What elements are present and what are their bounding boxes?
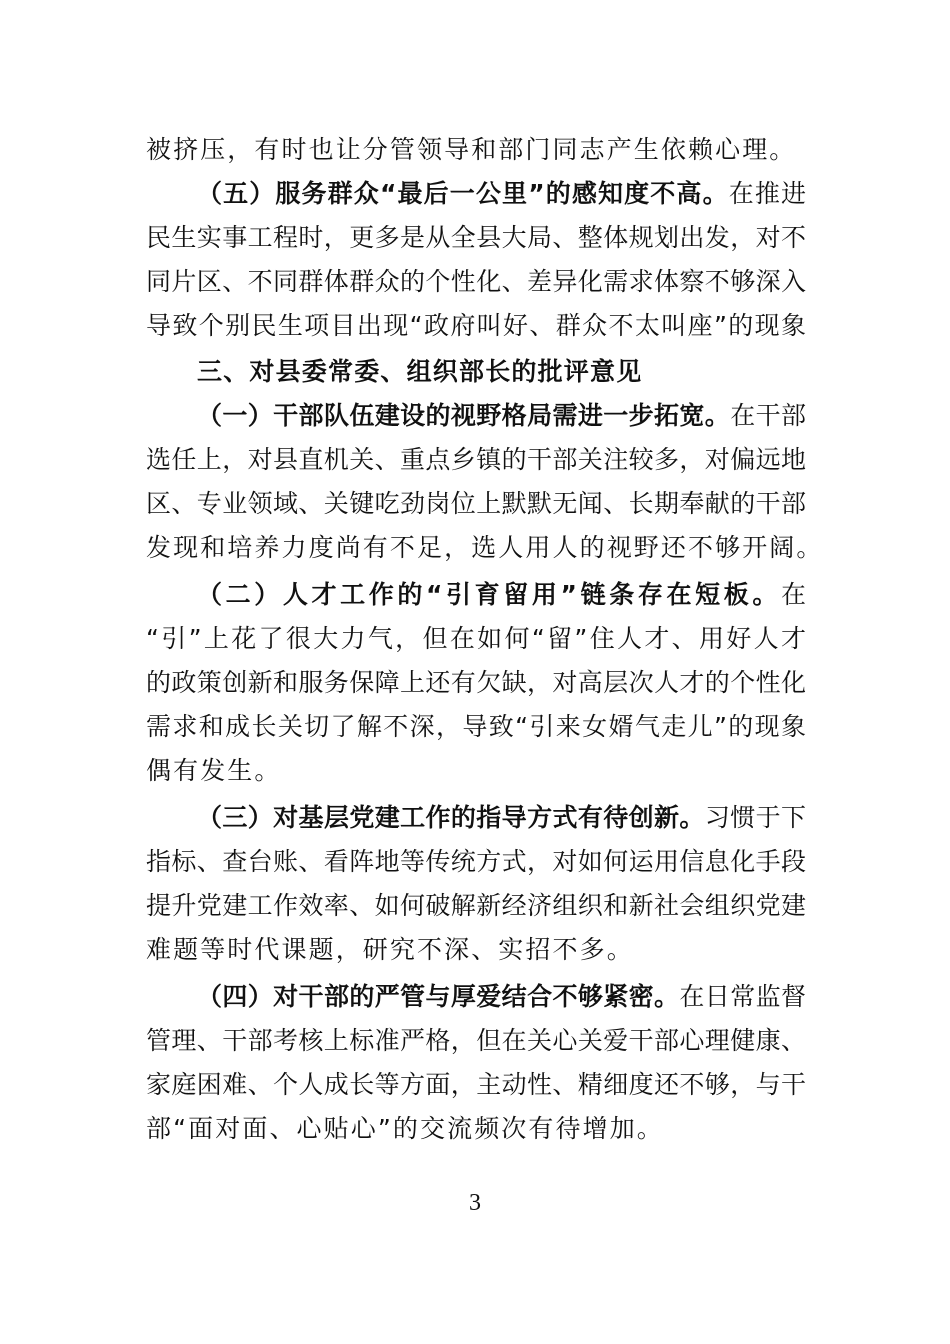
text-line: “引”上花了很大力气，但在如何“留”住人才、用好人才 xyxy=(146,624,806,653)
text-line xyxy=(197,575,806,615)
text-line: 被挤压，有时也让分管领导和部门同志产生依赖心理。 xyxy=(146,135,797,164)
text-line: 难题等时代课题，研究不深、实招不多。 xyxy=(146,935,634,964)
text-span: 习惯于下 xyxy=(704,803,806,832)
text-line: 偶有发生。 xyxy=(146,756,282,785)
text-line: 区、专业领域、关键吃劲岗位上默默无闻、长期奉献的干部 xyxy=(146,489,806,518)
text-line: 需求和成长关切了解不深，导致“引来女婿气走儿”的现象 xyxy=(146,712,806,741)
text-line: 部“面对面、心贴心”的交流频次有待增加。 xyxy=(146,1114,664,1143)
text-line: 家庭困难、个人成长等方面，主动性、精细度还不够，与干 xyxy=(146,1070,806,1099)
text-line: 民生实事工程时，更多是从全县大局、整体规划出发，对不 xyxy=(146,223,806,252)
text-line: 发现和培养力度尚有不足，选人用人的视野还不够开阔。 xyxy=(146,533,824,562)
paragraph-lead: （三）对基层党建工作的指导方式有待创新。 xyxy=(197,803,705,832)
paragraph-lead: （四）对干部的严管与厚爱结合不够紧密。 xyxy=(197,982,680,1011)
text-span: 在 xyxy=(780,580,806,609)
text-line: 导致个别民生项目出现“政府叫好、群众不太叫座”的现象 xyxy=(146,311,806,340)
text-span: 在推进 xyxy=(728,179,806,208)
text-line: 指标、查台账、看阵地等传统方式，对如何运用信息化手段 xyxy=(146,847,806,876)
text-span: 在干部 xyxy=(730,401,806,430)
page-number: 3 xyxy=(469,1190,481,1216)
text-line: 提升党建工作效率、如何破解新经济组织和新社会组织党建 xyxy=(146,891,806,920)
paragraph-lead: （一）干部队伍建设的视野格局需进一步拓宽。 xyxy=(197,401,731,430)
text-line xyxy=(197,174,806,214)
text-line: 管理、干部考核上标准严格，但在关心关爱干部心理健康、 xyxy=(146,1026,806,1055)
text-line: 选任上，对县直机关、重点乡镇的干部关注较多，对偏远地 xyxy=(146,445,806,474)
paragraph-lead: （五）服务群众“最后一公里”的感知度不高。 xyxy=(197,179,729,208)
text-line xyxy=(197,977,806,1017)
text-line: 同片区、不同群体群众的个性化、差异化需求体察不够深入 xyxy=(146,267,806,296)
text-line xyxy=(197,798,806,838)
text-line xyxy=(197,396,806,436)
paragraph-lead: （二）人才工作的“引育留用”链条存在短板。 xyxy=(197,580,781,609)
text-line: 的政策创新和服务保障上还有欠缺，对高层次人才的个性化 xyxy=(146,668,806,697)
section-heading: 三、对县委常委、组织部长的批评意见 xyxy=(197,357,643,386)
text-span: 在日常监督 xyxy=(679,982,806,1011)
